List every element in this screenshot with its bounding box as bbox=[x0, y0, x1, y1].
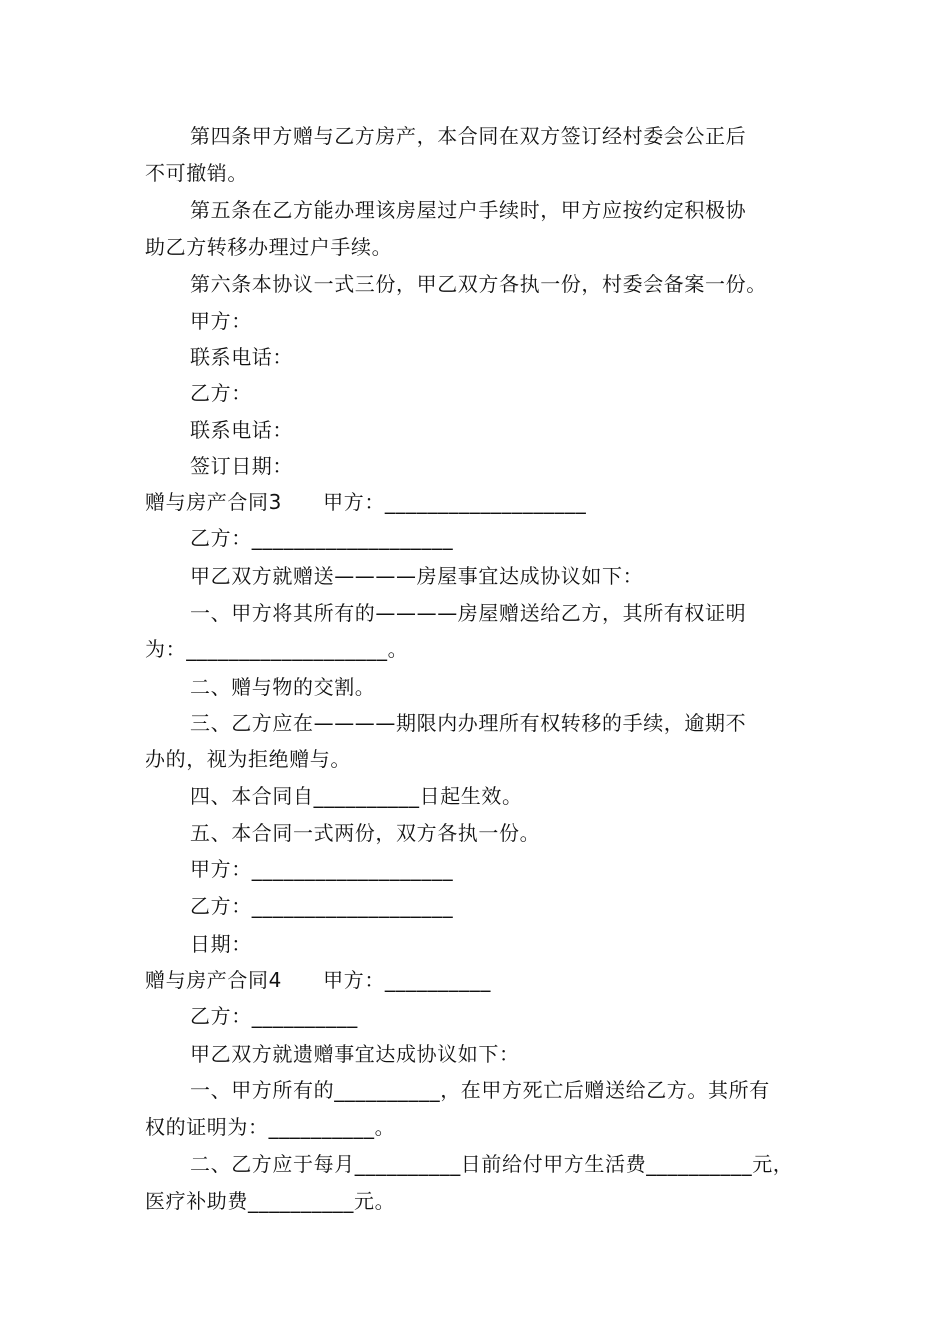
party-b-label: 乙方： bbox=[190, 381, 252, 405]
paragraph-line: 第六条本协议一式三份，甲乙双方各执一份，村委会备案一份。 bbox=[190, 272, 767, 296]
paragraph-line: 甲乙双方就遗赠事宜达成协议如下： bbox=[190, 1042, 520, 1066]
paragraph-line: 为：___________________。 bbox=[145, 637, 409, 661]
paragraph-line: 权的证明为：__________。 bbox=[145, 1115, 396, 1139]
party-a-label: 甲方： bbox=[190, 309, 252, 333]
party-b-line: 乙方：___________________ bbox=[190, 894, 454, 918]
paragraph-line: 办的，视为拒绝赠与。 bbox=[145, 747, 351, 771]
contract-heading: 赠与房产合同3 甲方：___________________ bbox=[145, 490, 587, 514]
paragraph-line: 医疗补助费__________元。 bbox=[145, 1189, 396, 1213]
paragraph-line: 一、甲方将其所有的————房屋赠送给乙方，其所有权证明 bbox=[190, 601, 747, 625]
paragraph-line: 不可撤销。 bbox=[145, 161, 248, 185]
phone-label: 联系电话： bbox=[190, 345, 293, 369]
paragraph-line: 二、乙方应于每月__________日前给付甲方生活费__________元， bbox=[190, 1152, 794, 1176]
party-b-line: 乙方：___________________ bbox=[190, 526, 454, 550]
paragraph-line: 四、本合同自__________日起生效。 bbox=[190, 784, 523, 808]
contract-heading: 赠与房产合同4 甲方：__________ bbox=[145, 968, 491, 992]
party-b-line: 乙方：__________ bbox=[190, 1004, 358, 1028]
phone-label: 联系电话： bbox=[190, 418, 293, 442]
sign-date-label: 签订日期： bbox=[190, 454, 293, 478]
paragraph-line: 第五条在乙方能办理该房屋过户手续时，甲方应按约定积极协 bbox=[190, 198, 747, 222]
paragraph-line: 二、赠与物的交割。 bbox=[190, 675, 376, 699]
date-label: 日期： bbox=[190, 932, 252, 956]
paragraph-line: 助乙方转移办理过户手续。 bbox=[145, 235, 393, 259]
paragraph-line: 三、乙方应在————期限内办理所有权转移的手续，逾期不 bbox=[190, 711, 747, 735]
paragraph-line: 五、本合同一式两份，双方各执一份。 bbox=[190, 821, 541, 845]
paragraph-line: 一、甲方所有的__________，在甲方死亡后赠送给乙方。其所有 bbox=[190, 1078, 770, 1102]
party-a-line: 甲方：___________________ bbox=[190, 857, 454, 881]
paragraph-line: 第四条甲方赠与乙方房产，本合同在双方签订经村委会公正后 bbox=[190, 124, 747, 148]
paragraph-line: 甲乙双方就赠送————房屋事宜达成协议如下： bbox=[190, 564, 644, 588]
